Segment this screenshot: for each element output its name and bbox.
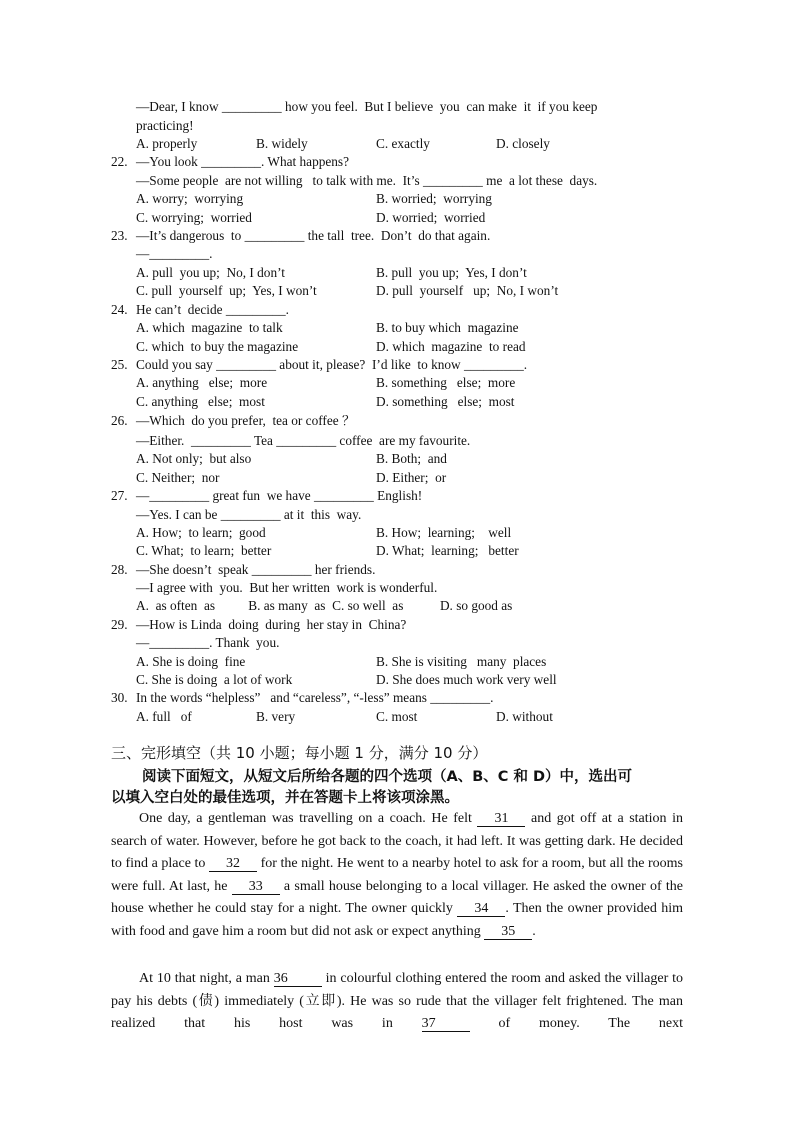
question-number: 24. bbox=[111, 302, 128, 317]
question-line: Could you say _________ about it, please? I’d like to know _________. bbox=[136, 357, 528, 372]
question-line: He can’t decide _________. bbox=[136, 302, 289, 317]
options-row: A. as often as B. as many as C. so well as D. so good as bbox=[136, 598, 513, 613]
option-c: C. She is doing a lot of work bbox=[136, 672, 293, 687]
section-instruction: 阅读下面短文，从短文后所给各题的四个选项（A、B、C 和 D）中，选出可 bbox=[142, 769, 633, 785]
question-number: 25. bbox=[111, 357, 128, 372]
option-d: D. closely bbox=[496, 136, 550, 151]
question-line: —You look _________. What happens? bbox=[136, 154, 349, 169]
question-line: —_________. Thank you. bbox=[136, 635, 280, 650]
option-b: B. widely bbox=[256, 136, 308, 151]
question-number: 27. bbox=[111, 488, 128, 503]
passage-paragraph-1: One day, a gentleman was travelling on a coach. He felt 31 and got off at a station in search of water. However, before he got back to the coach, it had left. It was getting dark. He decided to find a place to 32 for the night. He went to a nearby hotel to ask for a room, but all the rooms were full. At last, he 33 a small house belonging to a local villager. He asked the owner of the house whether he could stay for a night. The owner quickly 34 . Then the owner provided him with food and gave him a room but did not ask or expect anything 35 . bbox=[111, 811, 683, 939]
option-b: B. to buy which magazine bbox=[376, 320, 519, 335]
option-a: A. She is doing fine bbox=[136, 654, 246, 669]
option-d: D. Either; or bbox=[376, 470, 447, 485]
option-c: C. worrying; worried bbox=[136, 210, 252, 225]
blank-31: 31 bbox=[477, 811, 525, 827]
question-21-line-1: —Dear, I know _________ how you feel. But I believe you can make it if you keep bbox=[136, 99, 598, 114]
question-line: —_________. bbox=[136, 246, 213, 261]
option-c: C. anything else; most bbox=[136, 394, 265, 409]
question-line: —Either. _________ Tea _________ coffee are my favourite. bbox=[136, 433, 471, 448]
option-d: D. worried; worried bbox=[376, 210, 486, 225]
question-line: —_________ great fun we have _________ English! bbox=[136, 488, 423, 503]
option-b: B. She is visiting many places bbox=[376, 654, 547, 669]
question-line: —Which do you prefer, tea or coffee ？ bbox=[136, 413, 356, 428]
section-heading: 三、完形填空（共 10 小题；每小题 1 分，满分 10 分） bbox=[111, 744, 488, 762]
option-a: A. which magazine to talk bbox=[136, 320, 283, 335]
passage-paragraph-2: At 10 that night, a man 36 in colourful clothing entered the room and asked the villager to pay his debts (债) immediately (立即). He was so rude that the villager felt frightened. The man realized that his host was in 37 of money. The next bbox=[111, 971, 684, 1032]
option-c: C. exactly bbox=[376, 136, 430, 151]
blank-37: 37 bbox=[422, 1016, 470, 1032]
question-line: —It’s dangerous to _________ the tall tree. Don’t do that again. bbox=[136, 228, 491, 243]
question-line: In the words “helpless” and “careless”, “-less” means _________. bbox=[136, 690, 494, 705]
option-c: C. pull yourself up; Yes, I won’t bbox=[136, 283, 317, 298]
option-d: D. which magazine to read bbox=[376, 339, 526, 354]
option-b: B. very bbox=[256, 709, 296, 724]
blank-33: 33 bbox=[232, 879, 280, 895]
question-number: 26. bbox=[111, 413, 128, 428]
question-line: —How is Linda doing during her stay in China? bbox=[136, 617, 407, 632]
option-c: C. Neither; nor bbox=[136, 470, 220, 485]
blank-34: 34 bbox=[457, 901, 505, 917]
option-a: A. Not only; but also bbox=[136, 451, 252, 466]
option-b: B. Both; and bbox=[376, 451, 447, 466]
option-d: D. pull yourself up; No, I won’t bbox=[376, 283, 559, 298]
blank-36: 36 bbox=[274, 971, 322, 987]
question-line: —Some people are not willing to talk with me. It’s _________ me a lot these days. bbox=[136, 173, 598, 188]
section-instruction: 以填入空白处的最佳选项，并在答题卡上将该项涂黑。 bbox=[111, 790, 459, 806]
option-b: B. How; learning; well bbox=[376, 525, 512, 540]
question-number: 22. bbox=[111, 154, 128, 169]
question-line: —Yes. I can be _________ at it this way. bbox=[136, 507, 362, 522]
option-d: D. What; learning; better bbox=[376, 543, 519, 558]
question-number: 23. bbox=[111, 228, 128, 243]
question-line: —I agree with you. But her written work is wonderful. bbox=[136, 580, 438, 595]
option-b: B. worried; worrying bbox=[376, 191, 492, 206]
option-c: C. What; to learn; better bbox=[136, 543, 272, 558]
blank-32: 32 bbox=[209, 856, 257, 872]
option-a: A. pull you up; No, I don’t bbox=[136, 265, 285, 280]
option-b: B. pull you up; Yes, I don’t bbox=[376, 265, 527, 280]
option-d: D. something else; most bbox=[376, 394, 515, 409]
option-a: A. worry; worrying bbox=[136, 191, 244, 206]
option-c: C. which to buy the magazine bbox=[136, 339, 299, 354]
option-d: D. without bbox=[496, 709, 553, 724]
question-21-line-2: practicing! bbox=[136, 118, 194, 133]
option-a: A. properly bbox=[136, 136, 198, 151]
option-a: A. full of bbox=[136, 709, 192, 724]
question-line: —She doesn’t speak _________ her friends. bbox=[136, 562, 376, 577]
option-a: A. How; to learn; good bbox=[136, 525, 266, 540]
option-a: A. anything else; more bbox=[136, 375, 268, 390]
question-number: 28. bbox=[111, 562, 128, 577]
option-c: C. most bbox=[376, 709, 418, 724]
option-d: D. She does much work very well bbox=[376, 672, 557, 687]
blank-35: 35 bbox=[484, 924, 532, 940]
question-number: 29. bbox=[111, 617, 128, 632]
question-number: 30. bbox=[111, 690, 128, 705]
option-b: B. something else; more bbox=[376, 375, 516, 390]
